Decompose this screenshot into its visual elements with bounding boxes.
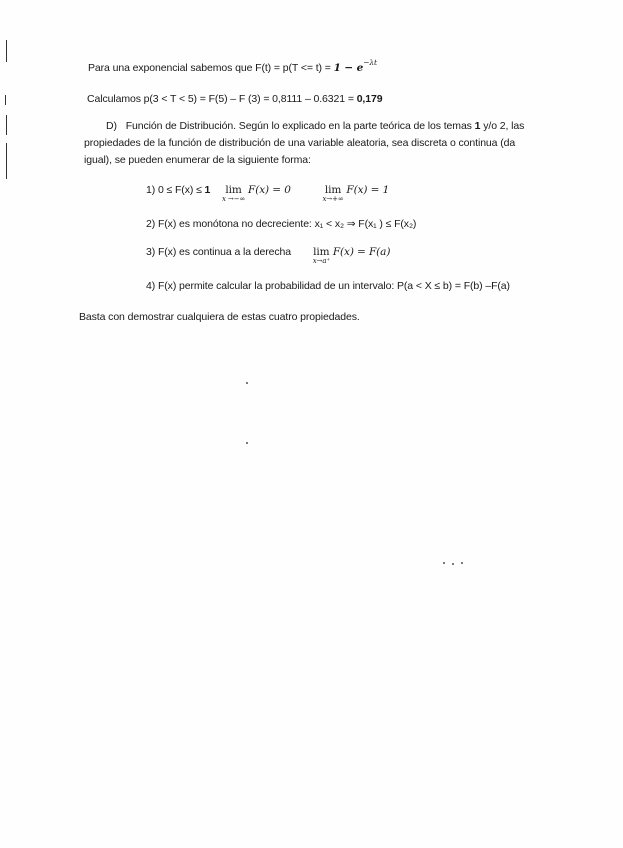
limit-plus-infinity (322, 184, 343, 203)
property-3-label: 3) F(x) es continua a la derecha (146, 246, 292, 258)
limit-expression: F(x) = F(a) (332, 246, 391, 258)
limit-expression: F(x) = 0 (248, 184, 291, 196)
calculation-result: 0,179 (356, 93, 383, 105)
margin-mark (6, 40, 7, 62)
section-d-text-3: igual), se pueden enumerar de la siguiente forma: (84, 154, 311, 166)
section-d-title: Función de Distribución. (125, 120, 236, 132)
margin-mark (6, 143, 7, 179)
exponential-exponent: −λt (363, 58, 377, 67)
section-d-line-2 (84, 137, 515, 150)
property-1-one: 1 (204, 184, 211, 196)
exponential-formula: 1 − e (333, 62, 364, 74)
property-2 (146, 218, 416, 231)
property-1-label: 1) 0 ≤ F(x) ≤ (146, 184, 205, 196)
margin-mark (5, 95, 6, 105)
property-3 (146, 246, 390, 265)
section-d-text-1: Según lo explicado en la parte teórica de los temas (235, 120, 475, 132)
section-d-text-1-end: y/o 2, las (480, 120, 525, 132)
limit-minus-infinity (222, 184, 245, 203)
section-d-line-1 (106, 120, 524, 133)
calculation-line (87, 93, 382, 106)
limit-word: lim (324, 184, 342, 196)
section-d-bold-number: 1 (474, 120, 481, 132)
scan-speck (246, 442, 248, 444)
property-1 (146, 184, 389, 203)
property-4 (146, 280, 510, 293)
closing-text: Basta con demostrar cualquiera de estas cuatro propiedades. (79, 311, 360, 323)
limit-subscript: x →−∞ (221, 195, 246, 203)
scan-speck (461, 562, 463, 564)
limit-subscript: x→+∞ (322, 195, 344, 203)
limit-word: lim (225, 184, 242, 196)
exponential-text: Para una exponencial sabemos que F(t) = p(T <= t) = (88, 62, 334, 74)
limit-subscript: x→a⁺ (312, 257, 330, 265)
exponential-line (88, 58, 377, 75)
scan-speck (443, 562, 445, 564)
limit-word: lim (313, 246, 330, 258)
property-4-text: 4) F(x) permite calcular la probabilidad de un intervalo: P(a < X ≤ b) = F(b) –F(a) (146, 280, 510, 292)
margin-mark (6, 115, 7, 135)
scan-speck (246, 382, 248, 384)
calculation-text: Calculamos p(3 < T < 5) = F(5) – F (3) = 0,8111 – 0.6321 = (87, 93, 357, 105)
section-d-text-2: propiedades de la función de distribución de una variable aleatoria, sea discreta o continua (da (84, 137, 516, 149)
limit-right (313, 246, 330, 265)
section-d-label: D) (106, 120, 117, 132)
scan-speck (452, 563, 454, 565)
property-2-text: 2) F(x) es monótona no decreciente: x₁ < x₂ ⇒ F(x₁ ) ≤ F(x₂) (146, 218, 417, 230)
limit-expression: F(x) = 1 (346, 184, 390, 196)
closing-line (79, 311, 360, 324)
section-d-line-3 (84, 154, 311, 167)
